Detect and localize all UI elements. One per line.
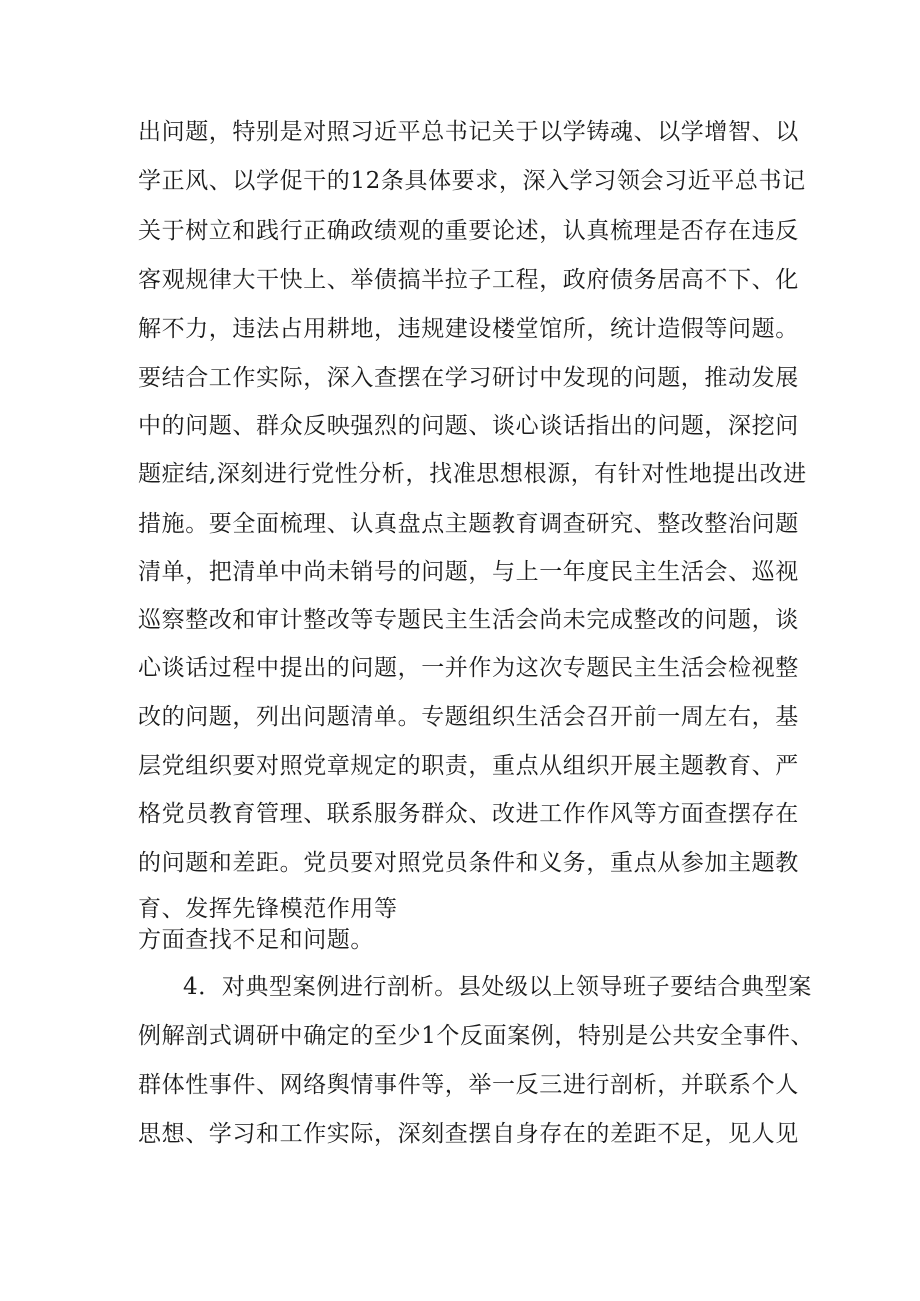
text-line: 清单，把清单中尚未销号的问题，与上一年度民主生活会、巡视: [138, 559, 799, 585]
text-line: 学正风、以学促干的12条具体要求，深入学习领会习近平总书记: [138, 168, 806, 194]
text-line: 层党组织要对照党章规定的职责，重点从组织开展主题教育、严: [138, 753, 799, 779]
text-line: 育、发挥先锋模范作用等: [138, 896, 398, 922]
text-line: 群体性事件、网络舆情事件等，举一反三进行剖析，并联系个人: [138, 1072, 799, 1098]
text-line: 改的问题，列出问题清单。专题组织生活会召开前一周左右，基: [138, 704, 799, 730]
text-line: 解不力，违法占用耕地，违规建设楼堂馆所，统计造假等问题。: [138, 316, 799, 342]
text-line: 巡察整改和审计整改等专题民主生活会尚未完成整改的问题，谈: [138, 607, 799, 633]
text-line: 措施。要全面梳理、认真盘点主题教育调查研究、整改整治问题: [138, 511, 799, 537]
text-line: 客观规律大干快上、举债搞半拉子工程，政府债务居高不下、化: [138, 267, 799, 293]
text-line: 格党员教育管理、联系服务群众、改进工作作风等方面查摆存在: [138, 801, 799, 827]
text-line: 心谈话过程中提出的问题，一并作为这次专题民主生活会检视整: [138, 655, 799, 681]
section-heading-line: 4．对典型案例进行剖析。县处级以上领导班子要结合典型案: [183, 974, 812, 1000]
text-line: 关于树立和践行正确政绩观的重要论述，认真梳理是否存在违反: [138, 218, 799, 244]
text-line: 出问题，特别是对照习近平总书记关于以学铸魂、以学增智、以: [138, 119, 799, 145]
text-line: 中的问题、群众反映强烈的问题、谈心谈话指出的问题，深挖问: [138, 413, 799, 439]
text-line: 题症结,深刻进行党性分析，找准思想根源，有针对性地提出改进: [138, 461, 807, 487]
text-line: 要结合工作实际，深入查摆在学习研讨中发现的问题，推动发展: [138, 365, 799, 391]
text-line: 思想、学习和工作实际，深刻查摆自身存在的差距不足，见人见: [138, 1121, 799, 1147]
text-line: 方面查找不足和问题。: [138, 927, 374, 953]
text-line: 的问题和差距。党员要对照党员条件和义务，重点从参加主题教: [138, 850, 799, 876]
text-line: 例解剖式调研中确定的至少1个反面案例，特别是公共安全事件、: [138, 1023, 815, 1049]
